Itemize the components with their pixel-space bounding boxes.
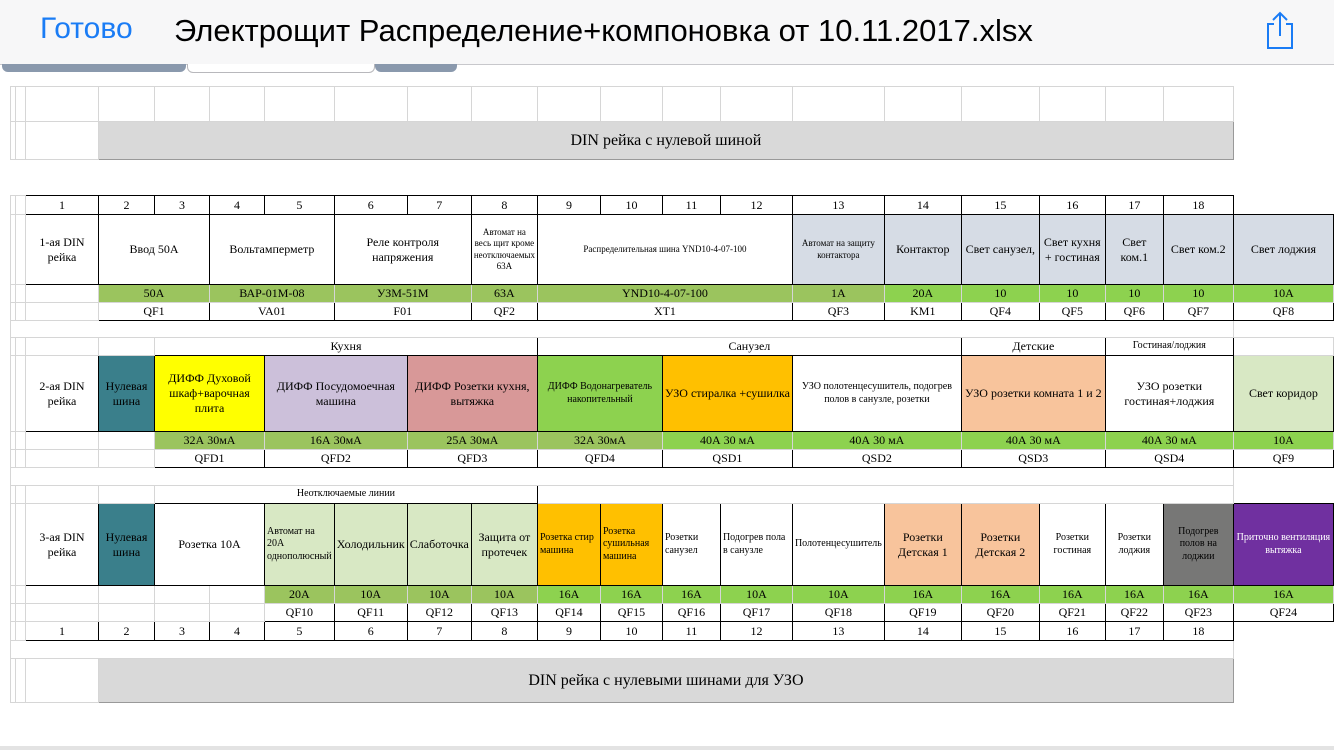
rating[interactable]: 40А 30 мА [1105, 432, 1233, 450]
col-num: 6 [334, 622, 407, 641]
col-num: 7 [407, 622, 471, 641]
rating[interactable]: 32А 30мА [537, 432, 662, 450]
rating[interactable]: 20А [265, 586, 335, 604]
device-id[interactable]: F01 [334, 303, 471, 321]
cell-uzo-komnata[interactable]: УЗО розетки комната 1 и 2 [961, 356, 1105, 432]
cell-rozgost[interactable]: Розетки гостиная [1039, 504, 1105, 586]
cell-dif-posudo[interactable]: ДИФФ Посудомоечная машина [265, 356, 408, 432]
col-num: 4 [210, 196, 265, 215]
cell-rozstir[interactable]: Розетка стир машина [537, 504, 600, 586]
home-indicator-area [0, 746, 1334, 750]
sheet-tab-3[interactable] [375, 64, 457, 72]
rating[interactable]: 25А 30мА [407, 432, 537, 450]
col-num: 11 [662, 622, 720, 641]
device-id[interactable]: QF24 [1233, 604, 1333, 622]
cell-svet-lodzhiya[interactable]: Свет лоджия [1233, 215, 1333, 285]
cell-podogrev-sanuzel[interactable]: Подогрев пола в санузле [720, 504, 792, 586]
device-id[interactable]: QF13 [471, 604, 537, 622]
col-num: 5 [265, 196, 335, 215]
col-num: 17 [1105, 622, 1163, 641]
col-num: 2 [99, 196, 155, 215]
row-label: 3-ая DIN рейка [26, 504, 99, 586]
cell-svet-kom2[interactable]: Свет ком.2 [1163, 215, 1233, 285]
cell-rozsush[interactable]: Розетка сушильная машина [600, 504, 662, 586]
device-id[interactable]: QF8 [1233, 303, 1333, 321]
col-num: 14 [884, 196, 961, 215]
rating[interactable]: YND10-4-07-100 [537, 285, 792, 303]
rating[interactable]: 10А [792, 586, 884, 604]
cell-zashita[interactable]: Защита от протечек [471, 504, 537, 586]
group-detskie: Детские [961, 338, 1105, 356]
column-numbers-top [11, 196, 1334, 215]
device-id[interactable]: QSD4 [1105, 450, 1233, 468]
col-num: 16 [1039, 622, 1105, 641]
device-id[interactable]: QFD2 [265, 450, 408, 468]
done-button[interactable]: Готово [40, 12, 133, 45]
cell-uzo-poloten[interactable]: УЗО полотенцесушитель, подогрев полов в санузле, розетки [792, 356, 961, 432]
rating[interactable]: 16А [1163, 586, 1233, 604]
cell-dif-vodo[interactable]: ДИФФ Водонагреватель накопительный [537, 356, 662, 432]
col-num: 10 [600, 196, 662, 215]
col-num: 2 [99, 622, 155, 641]
cell-holodilnik[interactable]: Холодильник [334, 504, 407, 586]
cell-nulevaya-shina[interactable]: Нулевая шина [99, 356, 155, 432]
device-id[interactable]: QF21 [1039, 604, 1105, 622]
din-row-3-groups [11, 486, 1334, 504]
device-id[interactable]: QF4 [961, 303, 1039, 321]
din-row-2 [11, 356, 1334, 432]
device-id[interactable]: KM1 [884, 303, 961, 321]
device-id[interactable]: QF18 [792, 604, 884, 622]
rating[interactable]: 16А [884, 586, 961, 604]
cell-dif-rozetki[interactable]: ДИФФ Розетки кухня, вытяжка [407, 356, 537, 432]
sheet-tabs [0, 64, 460, 74]
spreadsheet-grid [10, 86, 1334, 703]
col-num: 8 [471, 622, 537, 641]
device-id[interactable]: QF9 [1233, 450, 1333, 468]
cell-rozdet2[interactable]: Розетки Детская 2 [961, 504, 1039, 586]
rating[interactable]: 16А [1039, 586, 1105, 604]
device-id[interactable]: QF3 [792, 303, 884, 321]
cell-uzo-gost[interactable]: УЗО розетки гостиная+лоджия [1105, 356, 1233, 432]
device-id[interactable]: QF1 [99, 303, 210, 321]
device-id[interactable]: QF11 [334, 604, 407, 622]
cell-vvod[interactable]: Ввод 50А [99, 215, 210, 285]
din-row-3-ratings [11, 586, 1334, 604]
cell-avtomat-ves[interactable]: Автомат на весь щит кроме неотключаемых 63А [471, 215, 537, 285]
rating[interactable]: 40А 30 мА [662, 432, 792, 450]
col-num: 8 [471, 196, 537, 215]
sheet-tab-2[interactable] [187, 64, 375, 73]
cell-avtomat20[interactable]: Автомат на 20А однополюсный [265, 504, 335, 586]
rating[interactable]: 63А [471, 285, 537, 303]
din-row-2-groups [11, 338, 1334, 356]
col-num: 10 [600, 622, 662, 641]
spreadsheet-area[interactable] [0, 74, 1334, 750]
cell-avtomat-zashita[interactable]: Автомат на защиту контактора [792, 215, 884, 285]
rating[interactable]: 40А 30 мА [961, 432, 1105, 450]
rating[interactable]: 1А [792, 285, 884, 303]
cell-pritochno[interactable]: Приточно вентиляция вытяжка [1233, 504, 1333, 586]
col-num: 7 [407, 196, 471, 215]
col-num: 18 [1163, 196, 1233, 215]
col-num: 13 [792, 196, 884, 215]
col-num: 11 [662, 196, 720, 215]
cell-svet-sanuzel[interactable]: Свет санузел, [961, 215, 1039, 285]
device-id[interactable]: QFD3 [407, 450, 537, 468]
cell-podogrev-lodzh[interactable]: Подогрев полов на лоджии [1163, 504, 1233, 586]
col-num: 12 [720, 622, 792, 641]
din-row-2-ids [11, 450, 1334, 468]
col-num: 15 [961, 622, 1039, 641]
device-id[interactable]: QFD4 [537, 450, 662, 468]
device-id[interactable]: XT1 [537, 303, 792, 321]
document-title: Электрощит Распределение+компоновка от 10.11.2017.xlsx [174, 13, 1033, 48]
rating[interactable]: 16А [961, 586, 1039, 604]
cell-rozlodzh[interactable]: Розетки лоджия [1105, 504, 1163, 586]
row-label: 1-ая DIN рейка [26, 215, 99, 285]
din-row-1 [11, 215, 1334, 285]
col-num: 3 [155, 622, 210, 641]
device-id[interactable]: QSD2 [792, 450, 961, 468]
col-num: 14 [884, 622, 961, 641]
din-row-2-ratings [11, 432, 1334, 450]
col-num: 5 [265, 622, 335, 641]
row-label: 2-ая DIN рейка [26, 356, 99, 432]
col-num: 6 [334, 196, 407, 215]
rating[interactable]: 50А [99, 285, 210, 303]
col-num: 16 [1039, 196, 1105, 215]
device-id[interactable]: QF5 [1039, 303, 1105, 321]
device-id[interactable]: QF7 [1163, 303, 1233, 321]
rating[interactable]: 16А [1233, 586, 1333, 604]
device-id[interactable]: QF12 [407, 604, 471, 622]
device-id[interactable]: QF14 [537, 604, 600, 622]
rating[interactable]: 16А [662, 586, 720, 604]
col-num: 1 [26, 622, 99, 641]
device-id[interactable]: QSD3 [961, 450, 1105, 468]
device-id[interactable]: QF15 [600, 604, 662, 622]
device-id[interactable]: QF6 [1105, 303, 1163, 321]
col-num: 9 [537, 622, 600, 641]
rating[interactable]: 10 [1105, 285, 1163, 303]
rating[interactable]: 10А [1233, 285, 1333, 303]
toolbar [0, 0, 1334, 65]
device-id[interactable]: QF23 [1163, 604, 1233, 622]
din-row-3 [11, 504, 1334, 586]
sheet-tab-1[interactable] [2, 64, 186, 72]
col-num: 18 [1163, 622, 1233, 641]
col-num: 3 [155, 196, 210, 215]
group-kuhnya: Кухня [155, 338, 538, 356]
rating[interactable]: 40А 30 мА [792, 432, 961, 450]
din-row-1-ids [11, 303, 1334, 321]
rating[interactable]: 10 [1039, 285, 1105, 303]
col-num: 13 [792, 622, 884, 641]
device-id[interactable]: QF17 [720, 604, 792, 622]
col-num: 12 [720, 196, 792, 215]
cell-svet-kom1[interactable]: Свет ком.1 [1105, 215, 1163, 285]
cell-slabotochka[interactable]: Слаботочка [407, 504, 471, 586]
bottom-din-bar: DIN рейка с нулевыми шинами для УЗО [99, 659, 1234, 703]
device-id[interactable]: VA01 [210, 303, 335, 321]
cell-rozdet1[interactable]: Розетки Детская 1 [884, 504, 961, 586]
column-numbers-bottom [11, 622, 1334, 641]
rating[interactable]: 10А [1233, 432, 1333, 450]
device-id[interactable]: QFD1 [155, 450, 265, 468]
col-num: 9 [537, 196, 600, 215]
rating[interactable]: 10А [471, 586, 537, 604]
group-neotkl: Неотключаемые линии [155, 486, 538, 504]
cell-dif-dushovoy[interactable]: ДИФФ Духовой шкаф+варочная плита [155, 356, 265, 432]
col-num: 17 [1105, 196, 1163, 215]
cell-rozetka10[interactable]: Розетка 10А [155, 504, 265, 586]
top-din-bar: DIN рейка с нулевой шиной [99, 122, 1234, 160]
device-id[interactable]: QF20 [961, 604, 1039, 622]
cell-voltampermetr[interactable]: Вольтамперметр [210, 215, 335, 285]
rating[interactable]: 10 [1163, 285, 1233, 303]
rating[interactable]: 16А [600, 586, 662, 604]
cell-rozsanuzel[interactable]: Розетки санузел [662, 504, 720, 586]
group-gostinaya: Гостиная/лоджия [1105, 338, 1233, 356]
col-num: 15 [961, 196, 1039, 215]
device-id[interactable]: QF10 [265, 604, 335, 622]
rating[interactable]: 10А [334, 586, 407, 604]
cell-shina[interactable]: Распределительная шина YND10-4-07-100 [537, 215, 792, 285]
device-id[interactable]: QF19 [884, 604, 961, 622]
device-id[interactable]: QF16 [662, 604, 720, 622]
cell-uzo-stir[interactable]: УЗО стиралка +сушилка [662, 356, 792, 432]
group-sanuzel: Санузел [537, 338, 961, 356]
rating[interactable]: УЗМ-51М [334, 285, 471, 303]
col-num: 1 [26, 196, 99, 215]
rating[interactable]: 16А [1105, 586, 1163, 604]
rating[interactable]: ВАР-01М-08 [210, 285, 335, 303]
rating[interactable]: 20А [884, 285, 961, 303]
cell-svet-koridor[interactable]: Свет коридор [1233, 356, 1333, 432]
cell-kontaktor[interactable]: Контактор [884, 215, 961, 285]
share-icon[interactable] [1262, 10, 1298, 52]
rating[interactable]: 16А 30мА [265, 432, 408, 450]
din-row-1-ratings [11, 285, 1334, 303]
rating[interactable]: 10 [961, 285, 1039, 303]
device-id[interactable]: QF2 [471, 303, 537, 321]
device-id[interactable]: QF22 [1105, 604, 1163, 622]
cell-rele[interactable]: Реле контроля напряжения [334, 215, 471, 285]
rating[interactable]: 32А 30мА [155, 432, 265, 450]
cell-polotencesush[interactable]: Полотенцесушитель [792, 504, 884, 586]
device-id[interactable]: QSD1 [662, 450, 792, 468]
din-row-3-ids [11, 604, 1334, 622]
rating[interactable]: 10А [720, 586, 792, 604]
rating[interactable]: 10А [407, 586, 471, 604]
rating[interactable]: 16А [537, 586, 600, 604]
col-num: 4 [210, 622, 265, 641]
cell-nulevaya-shina-3[interactable]: Нулевая шина [99, 504, 155, 586]
cell-svet-kuhnya[interactable]: Свет кухня + гостиная [1039, 215, 1105, 285]
